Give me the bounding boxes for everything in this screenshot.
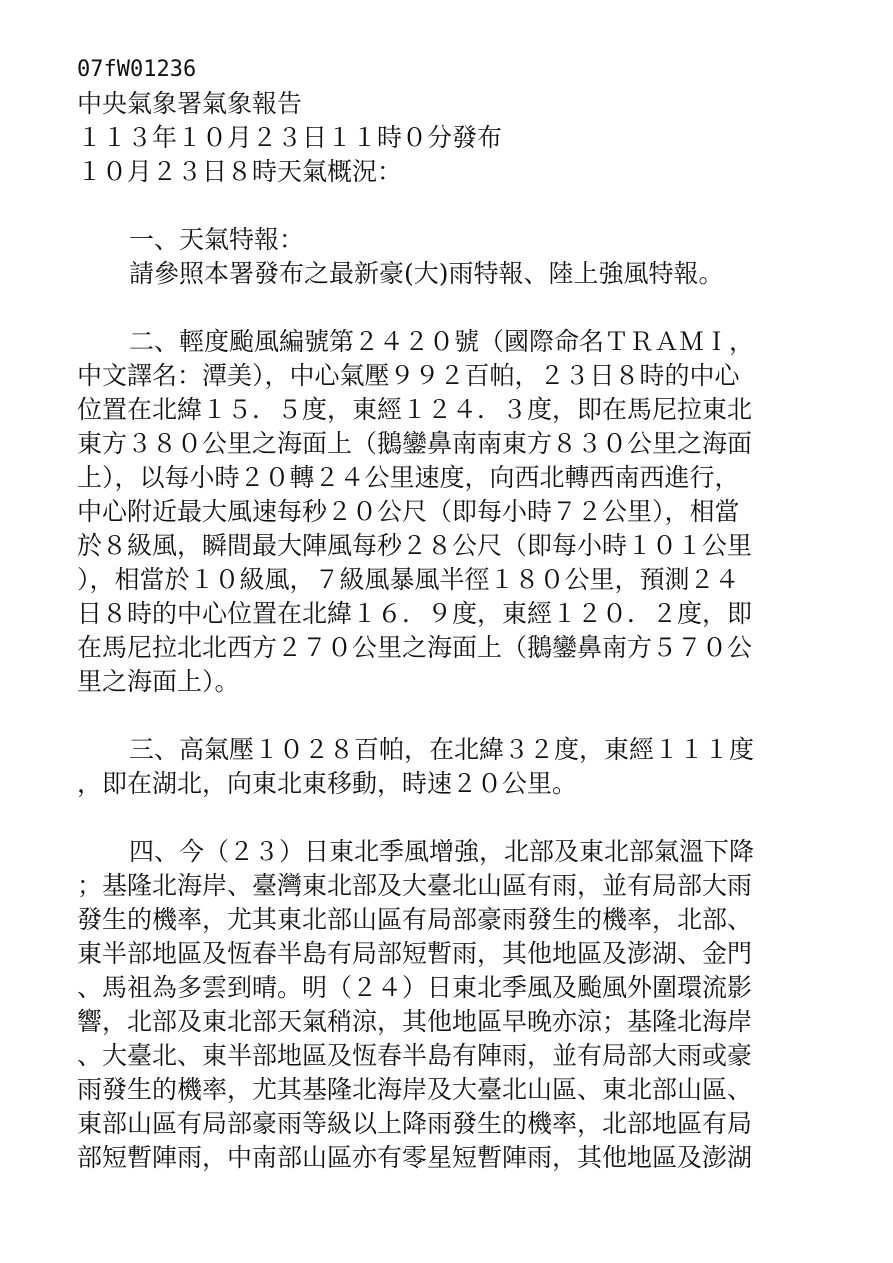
section-heading: 一、天氣特報： (129, 225, 305, 254)
section-typhoon (77, 325, 805, 699)
section-text-line: 日８時的中心位置在北緯１６．９度，東經１２０．２度，即 (77, 599, 753, 628)
section-forecast (77, 835, 805, 1175)
section-text-line: 中文譯名：潭美），中心氣壓９９２百帕，２３日８時的中心 (77, 361, 740, 390)
weather-report-page (77, 53, 805, 1175)
section-high-pressure (77, 733, 805, 801)
section-text-line: 東方３８０公里之海面上（鵝鑾鼻南南東方８３０公里之海面 (77, 429, 753, 458)
agency-title: 中央氣象署氣象報告 (77, 89, 303, 118)
document-id: 07fW01236 (77, 57, 197, 82)
section-weather-warning (77, 223, 805, 291)
spacer (77, 189, 805, 223)
section-text-line: 在馬尼拉北北西方２７０公里之海面上（鵝鑾鼻南方５７０公 (77, 633, 753, 662)
section-text-line: 中心附近最大風速每秒２０公尺（即每小時７２公里），相當 (77, 497, 740, 526)
section-text-line: 里之海面上）。 (77, 667, 240, 696)
section-text-line: 、大臺北、東半部地區及恆春半島有陣雨，並有局部大雨或豪 (77, 1041, 753, 1070)
section-text-line: 雨發生的機率，尤其基隆北海岸及大臺北山區、東北部山區、 (77, 1075, 753, 1104)
section-text-line: 三、高氣壓１０２８百帕，在北緯３２度，東經１１１度 (129, 735, 755, 764)
issue-time: １１３年１０月２３日１１時０分發布 (77, 123, 503, 152)
section-text-line: 請參照本署發布之最新豪(大)雨特報、陸上強風特報。 (129, 259, 724, 288)
section-text-line: 東部山區有局部豪雨等級以上降雨發生的機率，北部地區有局 (77, 1109, 753, 1138)
section-text-line: 四、今（２３）日東北季風增強，北部及東北部氣溫下降 (129, 837, 755, 866)
section-text-line: 二、輕度颱風編號第２４２０號（國際命名ＴＲＡＭＩ， (129, 327, 755, 356)
spacer (77, 291, 805, 325)
section-text-line: 於８級風，瞬間最大陣風每秒２８公尺（即每小時１０１公里 (77, 531, 753, 560)
section-text-line: ；基隆北海岸、臺灣東北部及大臺北山區有雨，並有局部大雨 (77, 871, 753, 900)
section-text-line: 位置在北緯１５．５度，東經１２４．３度，即在馬尼拉東北 (77, 395, 753, 424)
section-text-line: 響，北部及東北部天氣稍涼，其他地區早晚亦涼；基隆北海岸 (77, 1007, 753, 1036)
section-text-line: ，即在湖北，向東北東移動，時速２０公里。 (77, 769, 578, 798)
section-text-line: 東半部地區及恆春半島有局部短暫雨，其他地區及澎湖、金門 (77, 939, 753, 968)
section-text-line: 發生的機率，尤其東北部山區有局部豪雨發生的機率，北部、 (77, 905, 753, 934)
section-text-line: 、馬祖為多雲到晴。明（２４）日東北季風及颱風外圍環流影 (77, 973, 753, 1002)
spacer (77, 801, 805, 835)
section-text-line: ），相當於１０級風，７級風暴風半徑１８０公里，預測２４ (77, 565, 740, 594)
section-text-line: 部短暫陣雨，中南部山區亦有零星短暫陣雨，其他地區及澎湖 (77, 1143, 753, 1172)
spacer (77, 699, 805, 733)
overview-heading: １０月２３日８時天氣概況： (77, 157, 403, 186)
section-text-line: 上），以每小時２０轉２４公里速度，向西北轉西南西進行， (77, 463, 740, 492)
